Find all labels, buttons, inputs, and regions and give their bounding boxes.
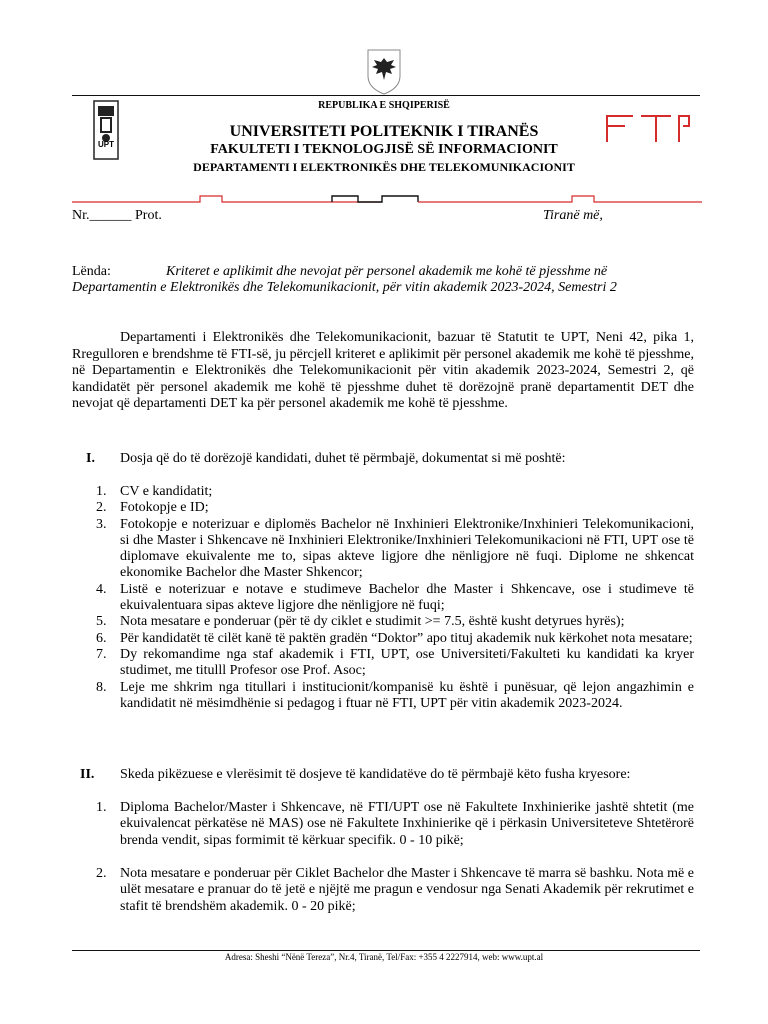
section1-heading: Dosja që do të dorëzojë kandidati, duhet të përmbajë, dokumentat si më poshtë: bbox=[120, 451, 566, 466]
list-item: 7. Dy rekomandime nga staf akademik i FTI, UPT, ose Universiteti/Fakulteti ku kandidati ka kryer studimet, me titulll Profesor ose Prof. Asoc; bbox=[96, 646, 694, 679]
section2-list-1 bbox=[72, 800, 694, 849]
list-item: 3. Fotokopje e noterizuar e diplomës Bachelor në Inxhinieri Elektronike/Inxhinieri Telekomunikacioni, si dhe Master i Shkencave në Inxhinieri Elektronike/Inxhinieri Telekomunikacioni në FTI, UPT ose të diplomave ekuivalente me to, sipas akteve ligjore dhe nënligjore në fuqi. Diplome ne shkencat ekonomike Bachelor dhe Master Shkencor; bbox=[96, 516, 694, 581]
intro-text: Departamenti i Elektronikës dhe Telekomunikacionit, bazuar të Statutit te UPT, Neni 42, pika 1, Rregulloren e brendshme të FTI-së, ju përcjell kriteret e aplikimit për personel akademik me kohë të pjesshme, në Departamentin e Elektronikës dhe Telekomunikacionit për vitin akademik 2023-2024, Semestri 2, që kandidatët për personel akademik me kohë të pjesshme duhet të dorëzojnë pranë departamentit DET dhe nevojat që departamenti DET ka për personel akademik me kohë të pjesshme. bbox=[72, 330, 694, 411]
list-item: 1. CV e kandidatit; bbox=[96, 484, 213, 499]
list-item: 1. Diploma Bachelor/Master i Shkencave, në FTI/UPT ose në Fakultete Inxhinierike jashtë shtetit (me ekuivalencat përkatëse në MAS) ose në Fakultete Inxhinierike që i përkasin Universiteteve Shtetërorë brenda vendit, sipas formimit të kërkuar specifik. 0 - 10 pikë; bbox=[96, 800, 694, 848]
list-item: 6. Për kandidatët të cilët kanë të paktën gradën “Doktor” apo tituj akademik nuk kërkohet nota mesatare; bbox=[96, 630, 693, 646]
intro-paragraph bbox=[72, 330, 694, 413]
nr-prot: Nr.______ Prot. bbox=[72, 208, 162, 223]
place-date: Tiranë më, bbox=[543, 208, 603, 223]
footer-address: Adresa: Sheshi “Nënë Tereza”, Nr.4, Tiranë, Tel/Fax: +355 4 2227914, web: www.upt.al bbox=[224, 952, 544, 962]
upt-logo-text: UPT bbox=[98, 140, 114, 149]
republic-title: REPUBLIKA E SHQIPERISË bbox=[318, 100, 450, 111]
list-item: 8. Leje me shkrim nga titullari i institucionit/kompanisë ku është i punësuar, që lejon angazhimin e kandidatit në mësimdhënie si pedagog i ftuar në FTI, UPT për vitin akademik 2023-2024. bbox=[96, 679, 694, 711]
subject-label: Lënda: bbox=[72, 264, 111, 279]
list-item: 5. Nota mesatare e ponderuar (për të dy ciklet e studimit >= 7.5, është kusht detyrues hyrës); bbox=[96, 614, 625, 630]
section2-heading: Skeda pikëzuese e vlerësimit të dosjeve të kandidatëve do të përmbajë këto fusha kryesore: bbox=[120, 767, 631, 782]
list-item: 2. Nota mesatare e ponderuar për Ciklet Bachelor dhe Master i Shkencave të marra së bashku. Nota më e ulët mesatare e pranuar do të jetë e njëjtë me pragun e vendosur nga Senati Akademik për rekrutimet e stafit të brendshëm akademik. 0 - 20 pikë; bbox=[96, 866, 694, 914]
list-item: 2. Fotokopje e ID; bbox=[96, 500, 209, 516]
footer-line bbox=[72, 950, 700, 951]
faculty-title: FAKULTETI I TEKNOLOGJISË SË INFORMACIONIT bbox=[210, 142, 558, 157]
section1-number: I. bbox=[86, 451, 95, 466]
subject-line-1: Kriteret e aplikimit dhe nevojat për personel akademik me kohë të pjesshme në bbox=[166, 264, 608, 279]
department-title: DEPARTAMENTI I ELEKTRONIKËS DHE TELEKOMUNIKACIONIT bbox=[193, 160, 575, 174]
university-title: UNIVERSITETI POLITEKNIK I TIRANËS bbox=[229, 123, 539, 140]
section2-number: II. bbox=[80, 767, 95, 782]
header-divider bbox=[72, 190, 702, 210]
section2-list-2 bbox=[72, 866, 694, 915]
header-top-line bbox=[72, 95, 700, 96]
list-item: 4. Listë e noterizuar e notave e studimeve Bachelor dhe Master i Shkencave, ose i studimeve të ekuivalentuara sipas akteve ligjore dhe nënligjore në fuqi; bbox=[96, 581, 694, 614]
section1-list bbox=[72, 484, 694, 712]
subject-line-2: Departamentin e Elektronikës dhe Telekomunikacionit, për vitin akademik 2023-2024, Semestri 2 bbox=[72, 280, 617, 295]
albanian-emblem-icon bbox=[364, 46, 404, 96]
